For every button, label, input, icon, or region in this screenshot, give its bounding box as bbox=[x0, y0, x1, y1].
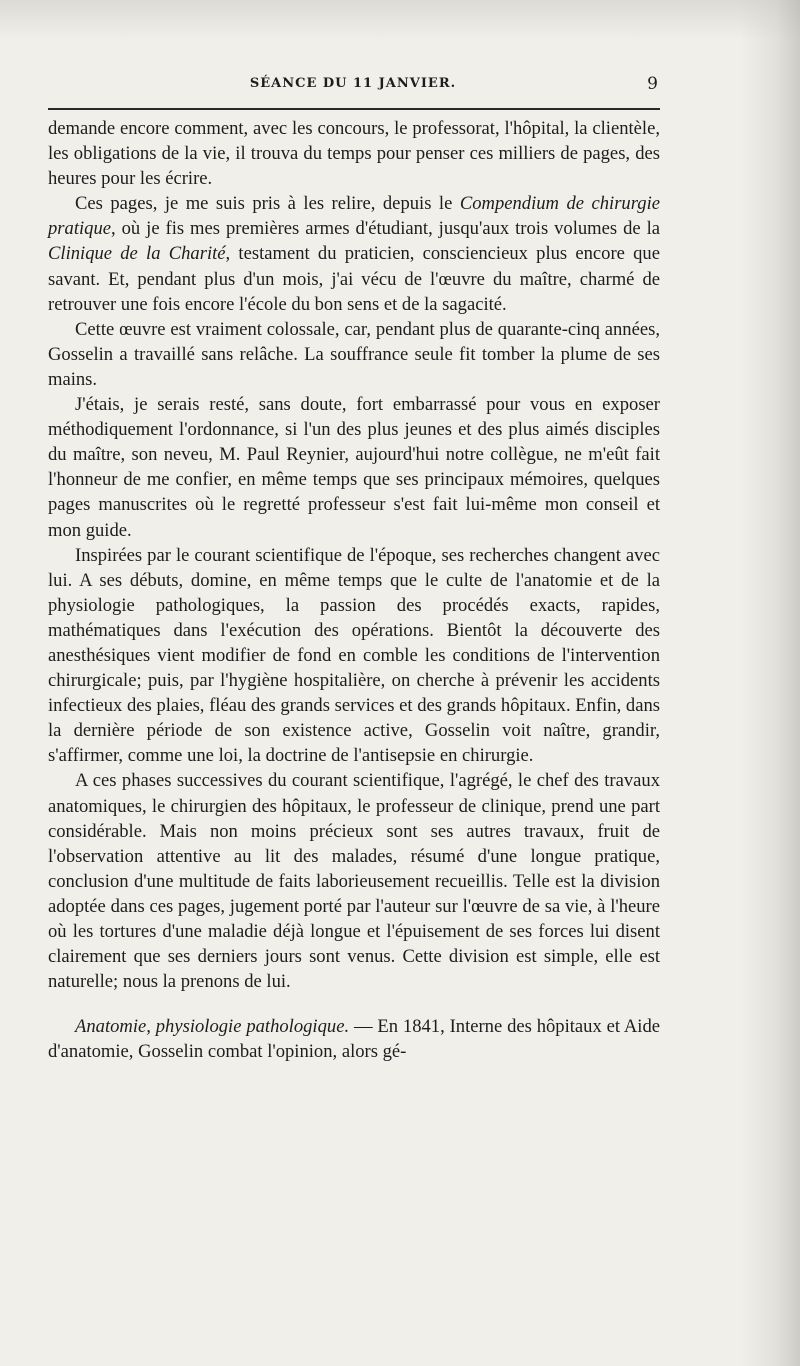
header-rule bbox=[48, 108, 660, 110]
paragraph-3: Cette œuvre est vraiment colossale, car, pendant plus de quarante-cinq années, Gosselin a travaillé sans relâche. La souffrance seule fit tomber la plume de ses mains. bbox=[48, 318, 660, 390]
paragraph-5: Inspirées par le courant scientifique de l'époque, ses recherches changent avec lui. A ses débuts, domine, en même temps que le culte de l'anatomie et de la physiologie pathologiques, la passion des procédés exacts, rapides, mathématiques dans l'exécution des opérations. Bientôt la découverte des anesthésiques vient modifier de fond en comble les conditions de l'intervention chirurgicale; puis, par l'hygiène hospitalière, on cherche à prévenir les accidents infectieux des plaies, fléau des grands services et des grands hôpitaux. Enfin, dans la dernière période de son existence active, Gosselin voit naître, grandir, s'affirmer, comme une loi, la doctrine de l'antisepsie en chirurgie. bbox=[48, 544, 660, 767]
paragraph-6: A ces phases successives du courant scientifique, l'agrégé, le chef des travaux anatomiques, le chirurgien des hôpitaux, le professeur de clinique, prend une part considérable. Mais non moins précieux sont ses autres travaux, fruit de l'observation attentive au lit des malades, résumé d'une longue pratique, conclusion d'une multitude de faits laborieusement recueillis. Telle est la division adoptée dans ces pages, jugement porté par l'auteur sur l'œuvre de sa vie, à l'heure où les tortures d'une maladie déjà longue et l'épuisement de ses forces lui disent clairement que ses derniers jours sont venus. Cette division est simple, elle est naturelle; nous la prenons de lui. bbox=[48, 770, 660, 993]
page-number: 9 bbox=[647, 74, 658, 94]
page-edge-shadow bbox=[740, 0, 800, 1366]
paragraph-2-part-e: , testament du praticien, consciencieux plus encore que savant. Et, pendant plus d'un mois, j'ai vécu de l'œuvre du maître, charmé de retrouver une fois encore l'école du bon sens et de la sagacité. bbox=[48, 243, 660, 315]
paragraph-4: J'étais, je serais resté, sans doute, fort embarrassé pour vous en exposer méthodiquement l'ordonnance, si l'un des plus jeunes et des plus aimés disciples du maître, son neveu, M. Paul Reynier, aujourd'hui notre collègue, ne m'eût fait l'honneur de me confier, en même temps que ses principaux mémoires, quelques pages manuscrites où le regretté professeur s'est fait lui-même mon conseil et mon guide. bbox=[48, 394, 660, 541]
paragraph-2-part-c: , où je fis mes premières armes d'étudiant, jusqu'aux trois volumes de la bbox=[111, 218, 660, 240]
title-compendium: Compendium de chirurgie pratique bbox=[48, 193, 660, 240]
running-head: SÉANCE DU 11 JANVIER. bbox=[249, 76, 457, 91]
title-clinique: Clinique de la Charité bbox=[48, 243, 226, 265]
paragraph-2-part-a: Ces pages, je me suis pris à les relire, depuis le bbox=[75, 193, 460, 215]
section-text: — En 1841, Interne des hôpitaux et Aide d'anatomie, Gosselin combat l'opinion, alors gé- bbox=[48, 1016, 660, 1063]
paragraph-2 bbox=[48, 191, 660, 316]
page-top-shadow bbox=[0, 0, 800, 40]
paragraph-1: demande encore comment, avec les concours, le professorat, l'hôpital, la clientèle, les obligations de la vie, il trouva du temps pour penser ces milliers de pages, des heures pour les écrire. bbox=[48, 118, 660, 190]
body-text bbox=[48, 116, 660, 1064]
section-paragraph bbox=[48, 1014, 660, 1064]
section-title: Anatomie, physiologie pathologique. bbox=[75, 1016, 350, 1038]
page-header bbox=[48, 76, 658, 100]
